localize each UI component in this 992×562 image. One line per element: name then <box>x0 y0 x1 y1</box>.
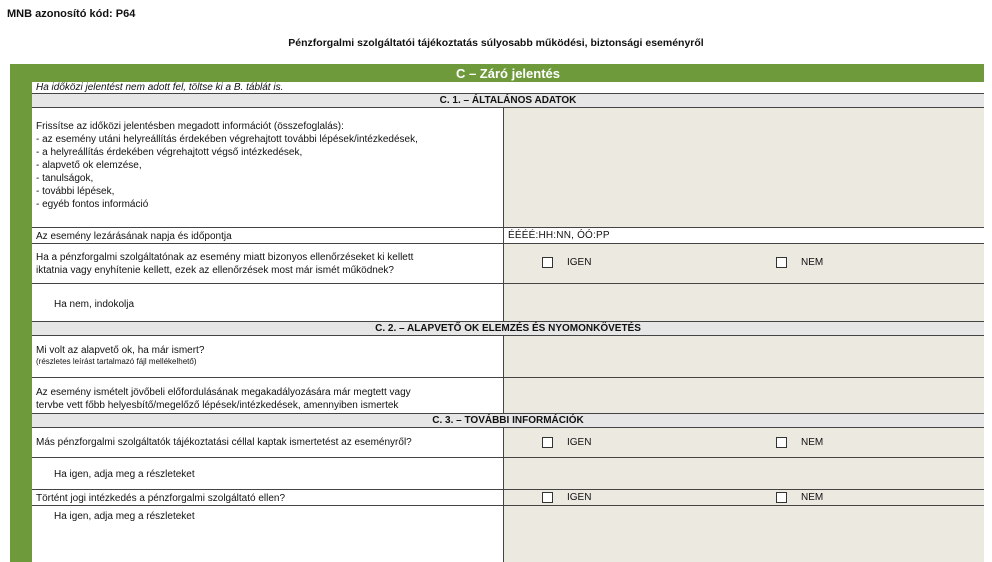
note-text: Ha időközi jelentést nem adott fel, töltse ki a B. táblát is. <box>36 82 284 93</box>
closure-label: Az esemény lezárásának napja és időpontja <box>32 228 504 243</box>
legal-yes-option[interactable] <box>542 492 591 503</box>
if-yes-details-input[interactable] <box>504 458 984 489</box>
legal-label: Történt jogi intézkedés a pénzforgalmi szolgáltató ellen? <box>32 490 504 505</box>
update-line: - egyéb fontos információ <box>36 199 149 210</box>
prevention-label <box>32 378 504 413</box>
update-line: - további lépések, <box>36 186 115 197</box>
update-summary-row <box>32 108 984 228</box>
controls-row <box>32 244 984 284</box>
controls-label <box>32 244 504 283</box>
prevention-input[interactable] <box>504 378 984 413</box>
section-banner: C – Záró jelentés <box>455 65 561 81</box>
root-cause-row <box>32 336 984 378</box>
controls-yes-option[interactable] <box>542 257 591 268</box>
form-body <box>32 82 984 562</box>
informed-row <box>32 428 984 458</box>
update-summary-input[interactable] <box>504 108 984 227</box>
prevention-line: tervbe vett főbb helyesbítő/megelőző lépések/intézkedések, amennyiben ismertek <box>36 400 399 411</box>
controls-no-option[interactable] <box>776 257 823 268</box>
legal-details-row <box>32 506 984 562</box>
if-yes-details-row <box>32 458 984 490</box>
checkbox[interactable] <box>542 437 553 448</box>
root-cause-input[interactable] <box>504 336 984 377</box>
no-label: NEM <box>801 492 824 503</box>
section-c1-heading: C. 1. – ÁLTALÁNOS ADATOK <box>32 94 984 108</box>
section-c3-heading: C. 3. – TOVÁBBI INFORMÁCIÓK <box>32 414 984 428</box>
yes-label: IGEN <box>567 437 592 448</box>
controls-options <box>504 244 984 283</box>
no-label: NEM <box>801 437 824 448</box>
checkbox[interactable] <box>776 437 787 448</box>
update-line: - tanulságok, <box>36 173 94 184</box>
form-frame <box>10 64 984 562</box>
if-yes-details-label: Ha igen, adja meg a részleteket <box>32 458 504 489</box>
informed-label: Más pénzforgalmi szolgáltatók tájékoztatási céllal kaptak ismertetést az eseményről? <box>32 428 504 457</box>
note-row <box>32 82 984 94</box>
update-line: Frissítse az időközi jelentésben megadott információt (összefoglalás): <box>36 121 344 132</box>
document-title: Pénzforgalmi szolgáltatói tájékoztatás súlyosabb működési, biztonsági eseményről <box>288 37 704 49</box>
prevention-line: Az esemény ismételt jövőbeli előfordulásának megakadályozására már megtett vagy <box>36 387 411 398</box>
checkbox[interactable] <box>776 492 787 503</box>
if-no-label: Ha nem, indokolja <box>32 284 504 321</box>
update-summary-label <box>32 108 504 227</box>
checkbox[interactable] <box>542 492 553 503</box>
controls-line: iktatnia vagy enyhítenie kellett, ezek az ellenőrzések most már ismét működnek? <box>36 265 394 276</box>
informed-options <box>504 428 984 457</box>
no-label: NEM <box>801 257 824 268</box>
checkbox[interactable] <box>776 257 787 268</box>
root-cause-hint: (részletes leírást tartalmazó fájl mellékelhető) <box>36 357 197 366</box>
yes-label: IGEN <box>567 492 592 503</box>
controls-line: Ha a pénzforgalmi szolgáltatónak az esemény miatt bizonyos ellenőrzéseket ki kellett <box>36 252 414 263</box>
informed-no-option[interactable] <box>776 437 823 448</box>
legal-no-option[interactable] <box>776 492 823 503</box>
update-line: - alapvető ok elemzése, <box>36 160 142 171</box>
legal-options <box>504 490 984 505</box>
legal-details-input[interactable] <box>504 506 984 562</box>
informed-yes-option[interactable] <box>542 437 591 448</box>
root-cause-label <box>32 336 504 377</box>
update-line: - az esemény utáni helyreállítás érdekében végrehajtott további lépések/intézkedések, <box>36 134 418 145</box>
checkbox[interactable] <box>542 257 553 268</box>
section-c2-heading: C. 2. – ALAPVETŐ OK ELEMZÉS ÉS NYOMONKÖVETÉS <box>32 322 984 336</box>
yes-label: IGEN <box>567 257 592 268</box>
legal-details-label: Ha igen, adja meg a részleteket <box>32 506 504 562</box>
closure-datetime-input[interactable]: ÉÉÉÉ:HH:NN, ÓÓ:PP <box>504 228 984 243</box>
prevention-row <box>32 378 984 414</box>
closure-row <box>32 228 984 244</box>
update-line: - a helyreállítás érdekében végrehajtott végső intézkedések, <box>36 147 303 158</box>
if-no-row <box>32 284 984 322</box>
legal-row <box>32 490 984 506</box>
mnb-code: MNB azonosító kód: P64 <box>7 8 136 20</box>
root-cause-line: Mi volt az alapvető ok, ha már ismert? <box>36 345 205 356</box>
if-no-input[interactable] <box>504 284 984 321</box>
